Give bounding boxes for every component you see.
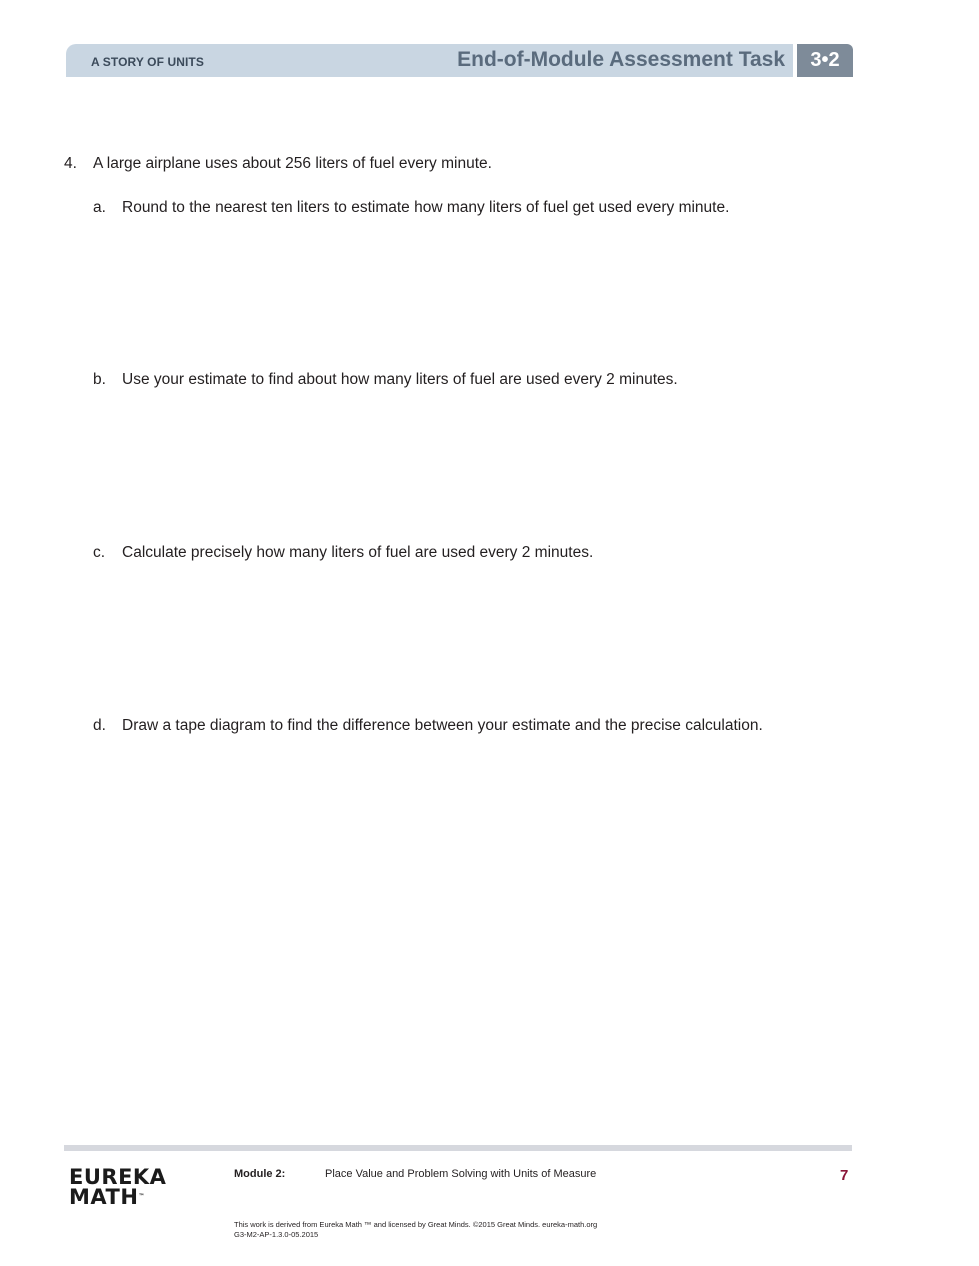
part-text: Use your estimate to find about how many liters of fuel are used every 2 minutes. <box>122 371 678 388</box>
problem-text: A large airplane uses about 256 liters of fuel every minute. <box>93 155 492 172</box>
part-letter: b. <box>93 371 106 388</box>
problem-part-a <box>93 199 729 217</box>
page-title: End-of-Module Assessment Task <box>457 48 785 71</box>
part-letter: d. <box>93 717 106 734</box>
part-letter: a. <box>93 199 106 216</box>
logo-line-eureka: EUREKA <box>69 1165 167 1189</box>
trademark-mark: ™ <box>138 1193 145 1200</box>
license-notice <box>234 1220 597 1239</box>
document-code: G3-M2-AP-1.3.0-05.2015 <box>234 1229 319 1239</box>
problem-part-c <box>93 544 593 562</box>
license-text: This work is derived from Eureka Math ™ and licensed by Great Minds. ©2015 Great Minds. eureka-math.org <box>234 1220 598 1229</box>
grade-module-badge: 3•2 <box>797 44 853 77</box>
eureka-math-logo <box>69 1167 179 1207</box>
part-text: Draw a tape diagram to find the difference between your estimate and the precise calculation. <box>122 717 763 734</box>
part-text: Calculate precisely how many liters of fuel are used every 2 minutes. <box>122 544 594 561</box>
page-number: 7 <box>840 1167 849 1184</box>
problem-part-d <box>93 717 763 735</box>
module-label: Module 2: <box>234 1168 286 1180</box>
part-letter: c. <box>93 544 106 561</box>
header-bar <box>66 44 793 77</box>
problem-part-b <box>93 371 678 389</box>
module-title: Place Value and Problem Solving with Units of Measure <box>325 1168 597 1180</box>
logo-line-math: MATH™ <box>69 1185 145 1209</box>
footer-divider <box>64 1145 852 1151</box>
series-label: A STORY OF UNITS <box>91 55 204 69</box>
part-text: Round to the nearest ten liters to estimate how many liters of fuel get used every minute. <box>122 199 730 216</box>
problem-number: 4. <box>64 155 77 172</box>
problem-stem <box>64 155 492 173</box>
